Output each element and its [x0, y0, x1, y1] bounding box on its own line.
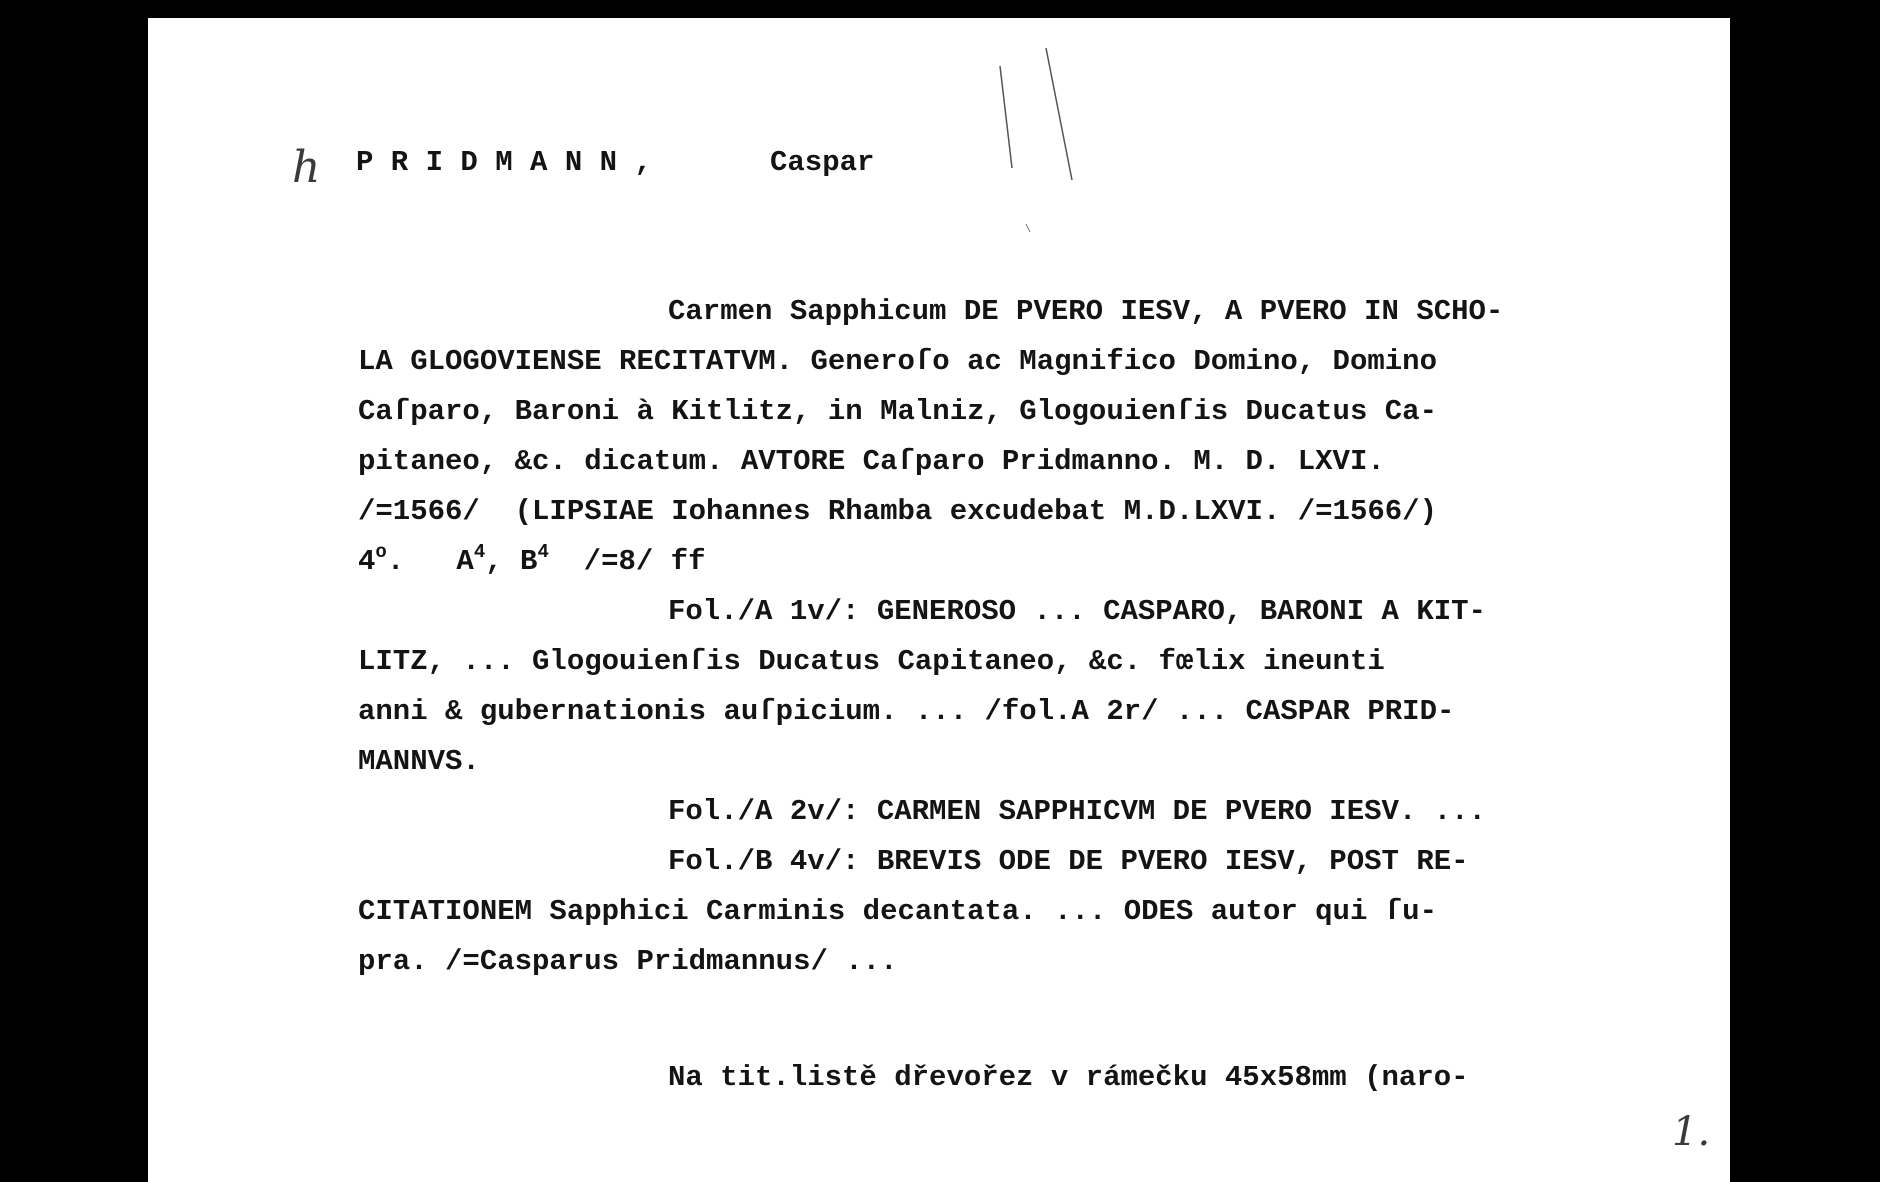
text-line-9: anni & gubernationis auſpicium. ... /fol.A 2r/ ... CASPAR PRID-: [358, 695, 1455, 728]
heading-forename: Caspar: [770, 146, 875, 179]
handwritten-number: 1.: [1672, 1109, 1711, 1155]
text-line-14: pra. /=Casparus Pridmannus/ ...: [358, 945, 898, 978]
text-line-3: Caſparo, Baroni à Kitlitz, in Malniz, Glogouienſis Ducatus Ca-: [358, 395, 1437, 428]
pencil-stroke-1: [1000, 66, 1012, 168]
handwritten-mark: h: [292, 142, 321, 193]
format-value: 4: [358, 545, 376, 578]
heading-surname: P R I D M A N N ,: [356, 146, 652, 179]
text-line-12: Fol./B 4v/: BREVIS ODE DE PVERO IESV, POST RE-: [668, 845, 1469, 878]
leaf-count: /=8/ ff: [548, 545, 706, 578]
signature-a: . A: [386, 545, 474, 578]
text-line-15: Na tit.listě dřevořez v rámečku 45x58mm (naro-: [668, 1061, 1469, 1094]
pencil-stroke-2: [1046, 48, 1072, 180]
signature-b: , B: [485, 545, 538, 578]
text-line-2: LA GLOGOVIENSE RECITATVM. Generoſo ac Magnifico Domino, Domino: [358, 345, 1437, 378]
format-degree: o: [375, 541, 387, 563]
text-line-1: Carmen Sapphicum DE PVERO IESV, A PVERO IN SCHO-: [668, 295, 1504, 328]
text-line-7: Fol./A 1v/: GENEROSO ... CASPARO, BARONI A KIT-: [668, 595, 1486, 628]
pencil-dot: [1026, 224, 1030, 232]
text-line-11: Fol./A 2v/: CARMEN SAPPHICVM DE PVERO IESV. ...: [668, 795, 1486, 828]
text-line-6: [358, 541, 706, 578]
text-line-4: pitaneo, &c. dicatum. AVTORE Caſparo Pridmanno. M. D. LXVI.: [358, 445, 1385, 478]
text-line-8: LITZ, ... Glogouienſis Ducatus Capitaneo, &c. fœlix ineunti: [358, 645, 1385, 678]
text-line-10: MANNVS.: [358, 745, 480, 778]
text-line-5: /=1566/ (LIPSIAE Iohannes Rhamba excudebat M.D.LXVI. /=1566/): [358, 495, 1437, 528]
signature-a-count: 4: [473, 541, 486, 563]
signature-b-count: 4: [537, 541, 549, 563]
text-line-13: CITATIONEM Sapphici Carminis decantata. ... ODES autor qui ſu-: [358, 895, 1437, 928]
